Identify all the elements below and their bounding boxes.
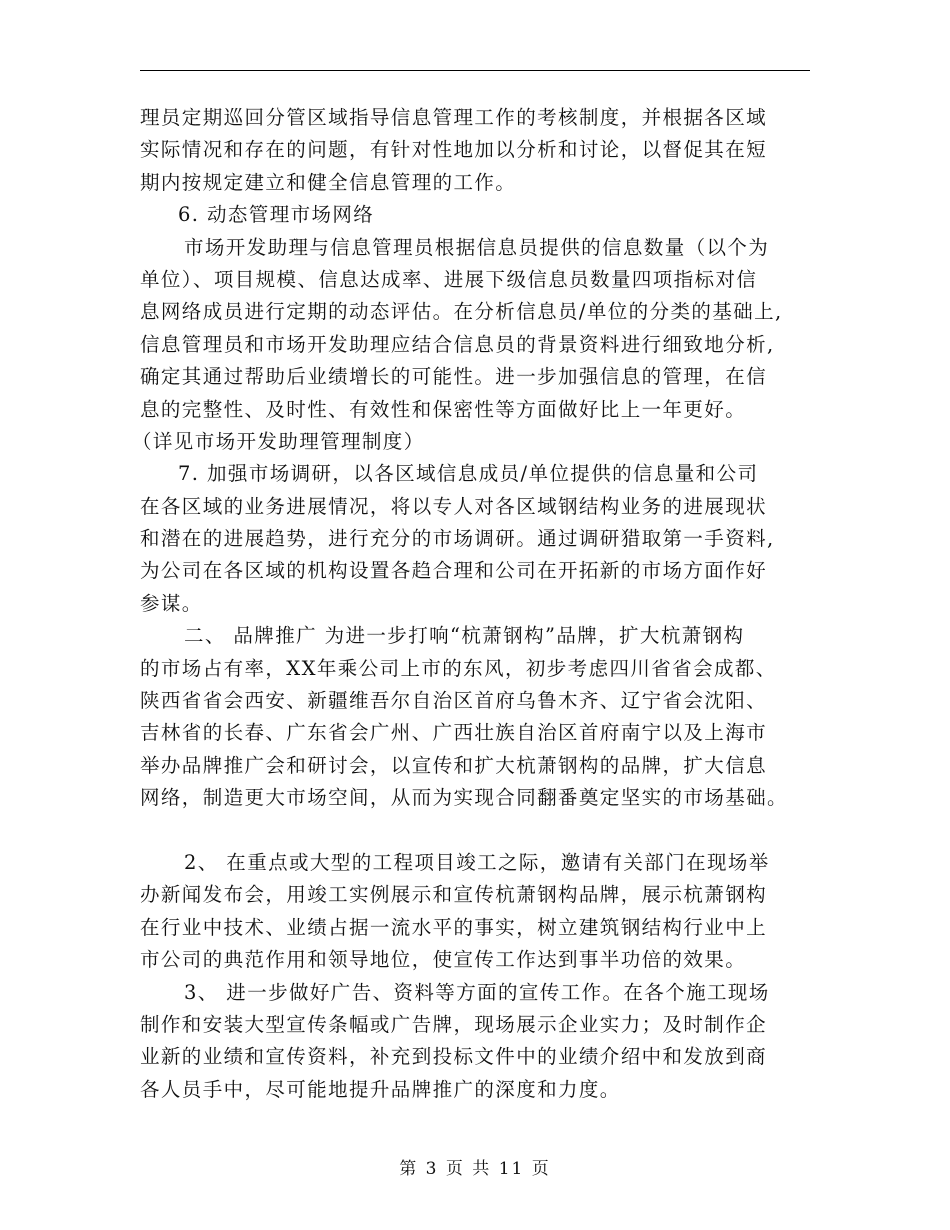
header-rule bbox=[140, 70, 810, 71]
text-line: 息网络成员进行定期的动态评估。在分析信息员/单位的分类的基础上, bbox=[140, 300, 783, 324]
text-line: 陕西省省会西安、新疆维吾尔自治区首府乌鲁木齐、辽宁省会沈阳、 bbox=[140, 689, 768, 713]
text-line: 吉林省的长春、广东省会广州、广西壮族自治区首府南宁以及上海市 bbox=[140, 721, 768, 745]
text-line: 为公司在各区域的机构设置各趋合理和公司在开拓新的市场方面作好 bbox=[140, 559, 768, 583]
text-line: 单位）、项目规模、信息达成率、进展下级信息员数量四项指标对信 bbox=[140, 267, 758, 291]
text-line: 业新的业绩和宣传资料，补充到投标文件中的业绩介绍中和发放到商 bbox=[140, 1045, 768, 1069]
text-line: 和潜在的进展趋势，进行充分的市场调研。通过调研猎取第一手资料, bbox=[140, 527, 775, 551]
text-line: 举办品牌推广会和研讨会，以宣传和扩大杭萧钢构的品牌，扩大信息 bbox=[140, 753, 768, 777]
text-line: 参谋。 bbox=[140, 591, 203, 615]
text-line: 办新闻发布会，用竣工实例展示和宣传杭萧钢构品牌，展示杭萧钢构 bbox=[140, 883, 768, 907]
page-number: 第 3 页 共 11 页 bbox=[399, 1159, 551, 1179]
text-line: 确定其通过帮助后业绩增长的可能性。进一步加强信息的管理，在信 bbox=[140, 365, 768, 389]
text-line: （详见市场开发助理管理制度） bbox=[132, 429, 425, 453]
section-heading: 7. 加强市场调研，以各区域信息成员/单位提供的信息量和公司 bbox=[178, 462, 759, 486]
text-line: 在行业中技术、业绩占据一流水平的事实，树立建筑钢结构行业中上 bbox=[140, 915, 768, 939]
text-line: 市公司的典范作用和领导地位，使宣传工作达到事半功倍的效果。 bbox=[140, 948, 747, 972]
text-line: 网络，制造更大市场空间，从而为实现合同翻番奠定坚实的市场基础。 bbox=[140, 786, 788, 810]
text-line: 的市场占有率，XX年乘公司上市的东风，初步考虑四川省省会成都、 bbox=[140, 656, 777, 680]
paragraph-start: 2、 在重点或大型的工程项目竣工之际，邀请有关部门在现场举 bbox=[184, 850, 770, 874]
text-line: 期内按规定建立和健全信息管理的工作。 bbox=[140, 170, 517, 194]
paragraph-start: 3、 进一步做好广告、资料等方面的宣传工作。在各个施工现场 bbox=[184, 980, 770, 1004]
text-line: 在各区域的业务进展情况，将以专人对各区域钢结构业务的进展现状 bbox=[140, 494, 768, 518]
paragraph-start: 市场开发助理与信息管理员根据信息员提供的信息数量（以个为 bbox=[184, 235, 770, 259]
document-body bbox=[132, 102, 812, 1106]
blank-line bbox=[140, 815, 812, 847]
text-line: 各人员手中，尽可能地提升品牌推广的深度和力度。 bbox=[140, 1077, 621, 1101]
text-line: 息的完整性、及时性、有效性和保密性等方面做好比上一年更好。 bbox=[140, 397, 747, 421]
text-line: 理员定期巡回分管区域指导信息管理工作的考核制度，并根据各区域 bbox=[140, 106, 768, 129]
text-line: 制作和安装大型宣传条幅或广告牌，现场展示企业实力；及时制作企 bbox=[140, 1012, 768, 1036]
text-line: 信息管理员和市场开发助理应结合信息员的背景资料进行细致地分析, bbox=[140, 332, 775, 356]
section-heading: 6. 动态管理市场网络 bbox=[178, 203, 375, 227]
text-line: 实际情况和存在的问题，有针对性地加以分析和讨论，以督促其在短 bbox=[140, 138, 768, 162]
section-heading: 二、 品牌推广 为进一步打响“杭萧钢构”品牌，扩大杭萧钢构 bbox=[184, 624, 745, 648]
